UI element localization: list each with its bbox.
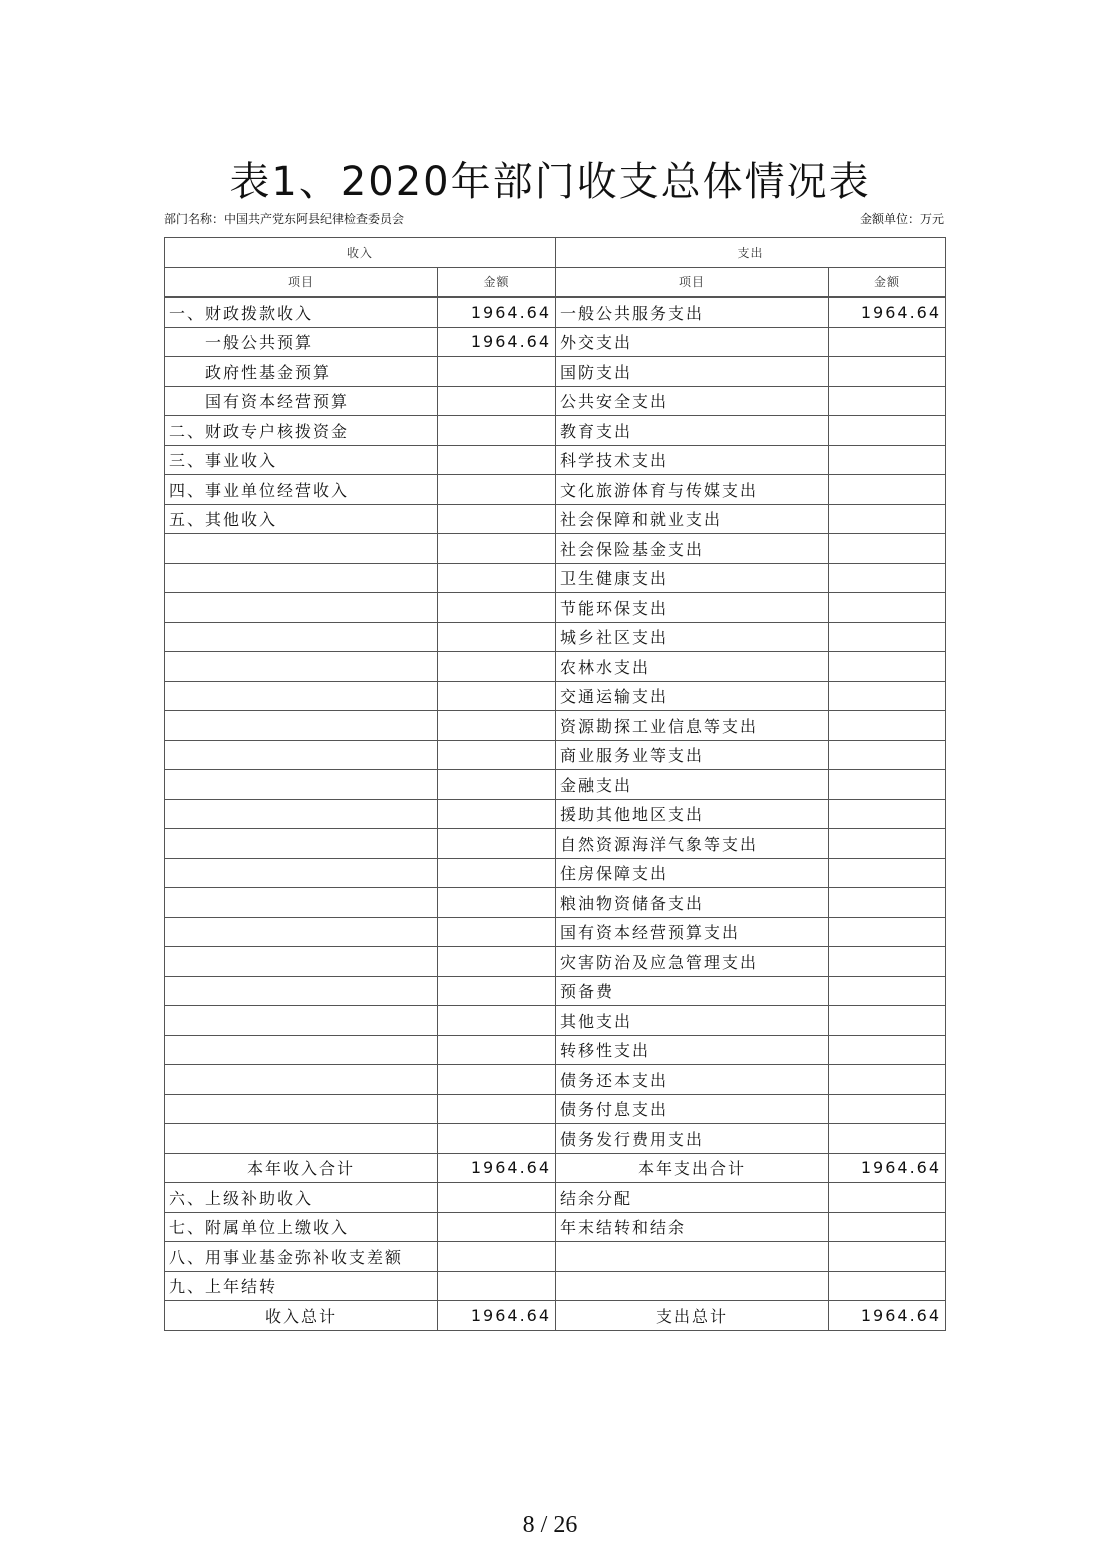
expense-amount-cell [829, 976, 946, 1006]
expense-amount-cell [829, 593, 946, 623]
income-item-cell [165, 711, 438, 741]
expense-amount-cell [829, 947, 946, 977]
table-row [165, 1212, 946, 1242]
grand-total-row [165, 1301, 946, 1331]
expense-item-cell [556, 1271, 829, 1301]
expense-amount-cell [829, 888, 946, 918]
expense-item-cell: 国有资本经营预算支出 [556, 917, 829, 947]
table-row [165, 1271, 946, 1301]
income-amount-cell [438, 652, 556, 682]
expense-header: 支出 [556, 238, 946, 268]
income-amount-cell [438, 1094, 556, 1124]
income-item-cell: 本年收入合计 [165, 1153, 438, 1183]
expense-amount-cell [829, 1006, 946, 1036]
expense-item-cell: 卫生健康支出 [556, 563, 829, 593]
income-item-cell [165, 799, 438, 829]
income-amount-cell [438, 534, 556, 564]
table-row [165, 947, 946, 977]
expense-item-header: 项目 [556, 267, 829, 297]
expense-item-cell: 外交支出 [556, 327, 829, 357]
table-row [165, 799, 946, 829]
table-row [165, 1124, 946, 1154]
income-amount-cell [438, 1065, 556, 1095]
income-item-cell [165, 1035, 438, 1065]
income-item-cell [165, 1124, 438, 1154]
income-amount-cell [438, 1242, 556, 1272]
expense-item-cell: 资源勘探工业信息等支出 [556, 711, 829, 741]
income-item-cell: 九、上年结转 [165, 1271, 438, 1301]
income-amount-cell [438, 475, 556, 505]
expense-amount-cell [829, 799, 946, 829]
expense-amount-cell [829, 1271, 946, 1301]
page-number: 8 / 26 [522, 1512, 578, 1538]
income-item-cell [165, 947, 438, 977]
expense-amount-cell: 1964.64 [829, 297, 946, 327]
income-amount-cell: 1964.64 [438, 327, 556, 357]
income-amount-cell: 1964.64 [438, 297, 556, 327]
income-item-cell [165, 1065, 438, 1095]
income-item-cell [165, 563, 438, 593]
expense-item-cell: 交通运输支出 [556, 681, 829, 711]
table-row [165, 652, 946, 682]
income-amount-cell [438, 947, 556, 977]
income-header: 收入 [165, 238, 556, 268]
income-item-cell: 四、事业单位经营收入 [165, 475, 438, 505]
income-amount-cell [438, 1271, 556, 1301]
table-row [165, 858, 946, 888]
income-item-cell [165, 888, 438, 918]
income-amount-cell [438, 711, 556, 741]
income-item-cell [165, 829, 438, 859]
expense-amount-cell [829, 1094, 946, 1124]
table-row [165, 534, 946, 564]
income-amount-cell [438, 858, 556, 888]
expense-item-cell: 住房保障支出 [556, 858, 829, 888]
expense-item-cell: 债务发行费用支出 [556, 1124, 829, 1154]
income-item-header: 项目 [165, 267, 438, 297]
expense-amount-cell [829, 1065, 946, 1095]
expense-item-cell: 社会保障和就业支出 [556, 504, 829, 534]
header-row-columns [165, 267, 946, 297]
income-item-cell: 五、其他收入 [165, 504, 438, 534]
expense-amount-cell [829, 858, 946, 888]
income-expense-table [164, 237, 946, 1331]
income-amount-cell [438, 1035, 556, 1065]
income-item-cell [165, 681, 438, 711]
income-item-cell [165, 917, 438, 947]
table-row [165, 445, 946, 475]
table-row [165, 829, 946, 859]
income-item-cell: 七、附属单位上缴收入 [165, 1212, 438, 1242]
expense-amount-cell [829, 681, 946, 711]
income-item-cell [165, 976, 438, 1006]
expense-item-cell: 预备费 [556, 976, 829, 1006]
expense-item-cell: 商业服务业等支出 [556, 740, 829, 770]
expense-amount-header: 金额 [829, 267, 946, 297]
expense-item-cell: 债务还本支出 [556, 1065, 829, 1095]
header-row-sections [165, 238, 946, 268]
income-amount-cell [438, 445, 556, 475]
expense-item-cell: 一般公共服务支出 [556, 297, 829, 327]
table-row [165, 1242, 946, 1272]
expense-amount-cell [829, 711, 946, 741]
expense-amount-cell [829, 1242, 946, 1272]
expense-amount-cell [829, 563, 946, 593]
table-row [165, 622, 946, 652]
table-row [165, 888, 946, 918]
income-amount-cell [438, 799, 556, 829]
expense-amount-cell [829, 327, 946, 357]
income-item-cell: 收入总计 [165, 1301, 438, 1331]
income-item-cell [165, 534, 438, 564]
table-row [165, 1006, 946, 1036]
expense-amount-cell: 1964.64 [829, 1153, 946, 1183]
expense-item-cell: 公共安全支出 [556, 386, 829, 416]
income-amount-cell [438, 1006, 556, 1036]
expense-item-cell: 节能环保支出 [556, 593, 829, 623]
year-total-row [165, 1153, 946, 1183]
income-item-cell [165, 1006, 438, 1036]
page-title: 表1、2020年部门收支总体情况表 [229, 159, 871, 205]
table-row [165, 1035, 946, 1065]
income-amount-cell [438, 504, 556, 534]
expense-amount-cell [829, 917, 946, 947]
expense-amount-cell: 1964.64 [829, 1301, 946, 1331]
income-item-cell [165, 740, 438, 770]
expense-item-cell: 转移性支出 [556, 1035, 829, 1065]
table-row [165, 386, 946, 416]
table-row [165, 357, 946, 387]
income-amount-cell [438, 770, 556, 800]
expense-item-cell: 城乡社区支出 [556, 622, 829, 652]
income-item-cell: 国有资本经营预算 [165, 386, 438, 416]
income-item-cell: 一、财政拨款收入 [165, 297, 438, 327]
expense-item-cell: 援助其他地区支出 [556, 799, 829, 829]
expense-amount-cell [829, 1212, 946, 1242]
expense-amount-cell [829, 1183, 946, 1213]
expense-item-cell: 支出总计 [556, 1301, 829, 1331]
expense-item-cell: 灾害防治及应急管理支出 [556, 947, 829, 977]
expense-amount-cell [829, 829, 946, 859]
income-item-cell [165, 652, 438, 682]
income-amount-cell [438, 357, 556, 387]
income-amount-cell: 1964.64 [438, 1153, 556, 1183]
department-name: 部门名称：中国共产党东阿县纪律检查委员会 [164, 212, 405, 226]
income-item-cell: 一般公共预算 [165, 327, 438, 357]
table-row [165, 740, 946, 770]
income-amount-cell [438, 622, 556, 652]
table-row [165, 917, 946, 947]
expense-amount-cell [829, 622, 946, 652]
expense-amount-cell [829, 652, 946, 682]
table-row [165, 327, 946, 357]
expense-item-cell: 农林水支出 [556, 652, 829, 682]
expense-item-cell: 社会保险基金支出 [556, 534, 829, 564]
expense-amount-cell [829, 357, 946, 387]
income-amount-cell [438, 416, 556, 446]
expense-item-cell: 年末结转和结余 [556, 1212, 829, 1242]
table-row [165, 1094, 946, 1124]
income-amount-cell [438, 386, 556, 416]
expense-amount-cell [829, 1124, 946, 1154]
expense-item-cell: 文化旅游体育与传媒支出 [556, 475, 829, 505]
expense-amount-cell [829, 534, 946, 564]
income-item-cell: 政府性基金预算 [165, 357, 438, 387]
income-amount-cell [438, 593, 556, 623]
expense-amount-cell [829, 504, 946, 534]
expense-item-cell: 国防支出 [556, 357, 829, 387]
income-amount-cell [438, 917, 556, 947]
table-row [165, 711, 946, 741]
table-row [165, 976, 946, 1006]
income-item-cell: 八、用事业基金弥补收支差额 [165, 1242, 438, 1272]
income-amount-cell [438, 829, 556, 859]
expense-item-cell: 本年支出合计 [556, 1153, 829, 1183]
expense-item-cell: 其他支出 [556, 1006, 829, 1036]
expense-item-cell: 粮油物资储备支出 [556, 888, 829, 918]
expense-amount-cell [829, 386, 946, 416]
table-row [165, 1183, 946, 1213]
expense-item-cell: 自然资源海洋气象等支出 [556, 829, 829, 859]
income-amount-cell: 1964.64 [438, 1301, 556, 1331]
income-amount-cell [438, 563, 556, 593]
expense-item-cell: 教育支出 [556, 416, 829, 446]
table-row [165, 297, 946, 327]
expense-item-cell: 科学技术支出 [556, 445, 829, 475]
expense-amount-cell [829, 416, 946, 446]
expense-item-cell: 结余分配 [556, 1183, 829, 1213]
income-amount-cell [438, 1124, 556, 1154]
expense-item-cell: 金融支出 [556, 770, 829, 800]
amount-unit: 金额单位：万元 [859, 212, 944, 226]
income-item-cell: 六、上级补助收入 [165, 1183, 438, 1213]
table-row [165, 475, 946, 505]
expense-amount-cell [829, 1035, 946, 1065]
income-item-cell [165, 858, 438, 888]
income-item-cell [165, 622, 438, 652]
table-row [165, 563, 946, 593]
expense-item-cell [556, 1242, 829, 1272]
table-row [165, 504, 946, 534]
income-amount-cell [438, 1212, 556, 1242]
income-amount-header: 金额 [438, 267, 556, 297]
table-row [165, 770, 946, 800]
table-row [165, 416, 946, 446]
expense-amount-cell [829, 770, 946, 800]
expense-amount-cell [829, 740, 946, 770]
income-amount-cell [438, 888, 556, 918]
table-row [165, 593, 946, 623]
income-item-cell [165, 1094, 438, 1124]
expense-amount-cell [829, 445, 946, 475]
income-item-cell: 三、事业收入 [165, 445, 438, 475]
income-amount-cell [438, 740, 556, 770]
income-amount-cell [438, 681, 556, 711]
income-amount-cell [438, 1183, 556, 1213]
income-amount-cell [438, 976, 556, 1006]
income-item-cell [165, 593, 438, 623]
expense-item-cell: 债务付息支出 [556, 1094, 829, 1124]
table-row [165, 681, 946, 711]
table-row [165, 1065, 946, 1095]
expense-amount-cell [829, 475, 946, 505]
income-item-cell: 二、财政专户核拨资金 [165, 416, 438, 446]
income-item-cell [165, 770, 438, 800]
